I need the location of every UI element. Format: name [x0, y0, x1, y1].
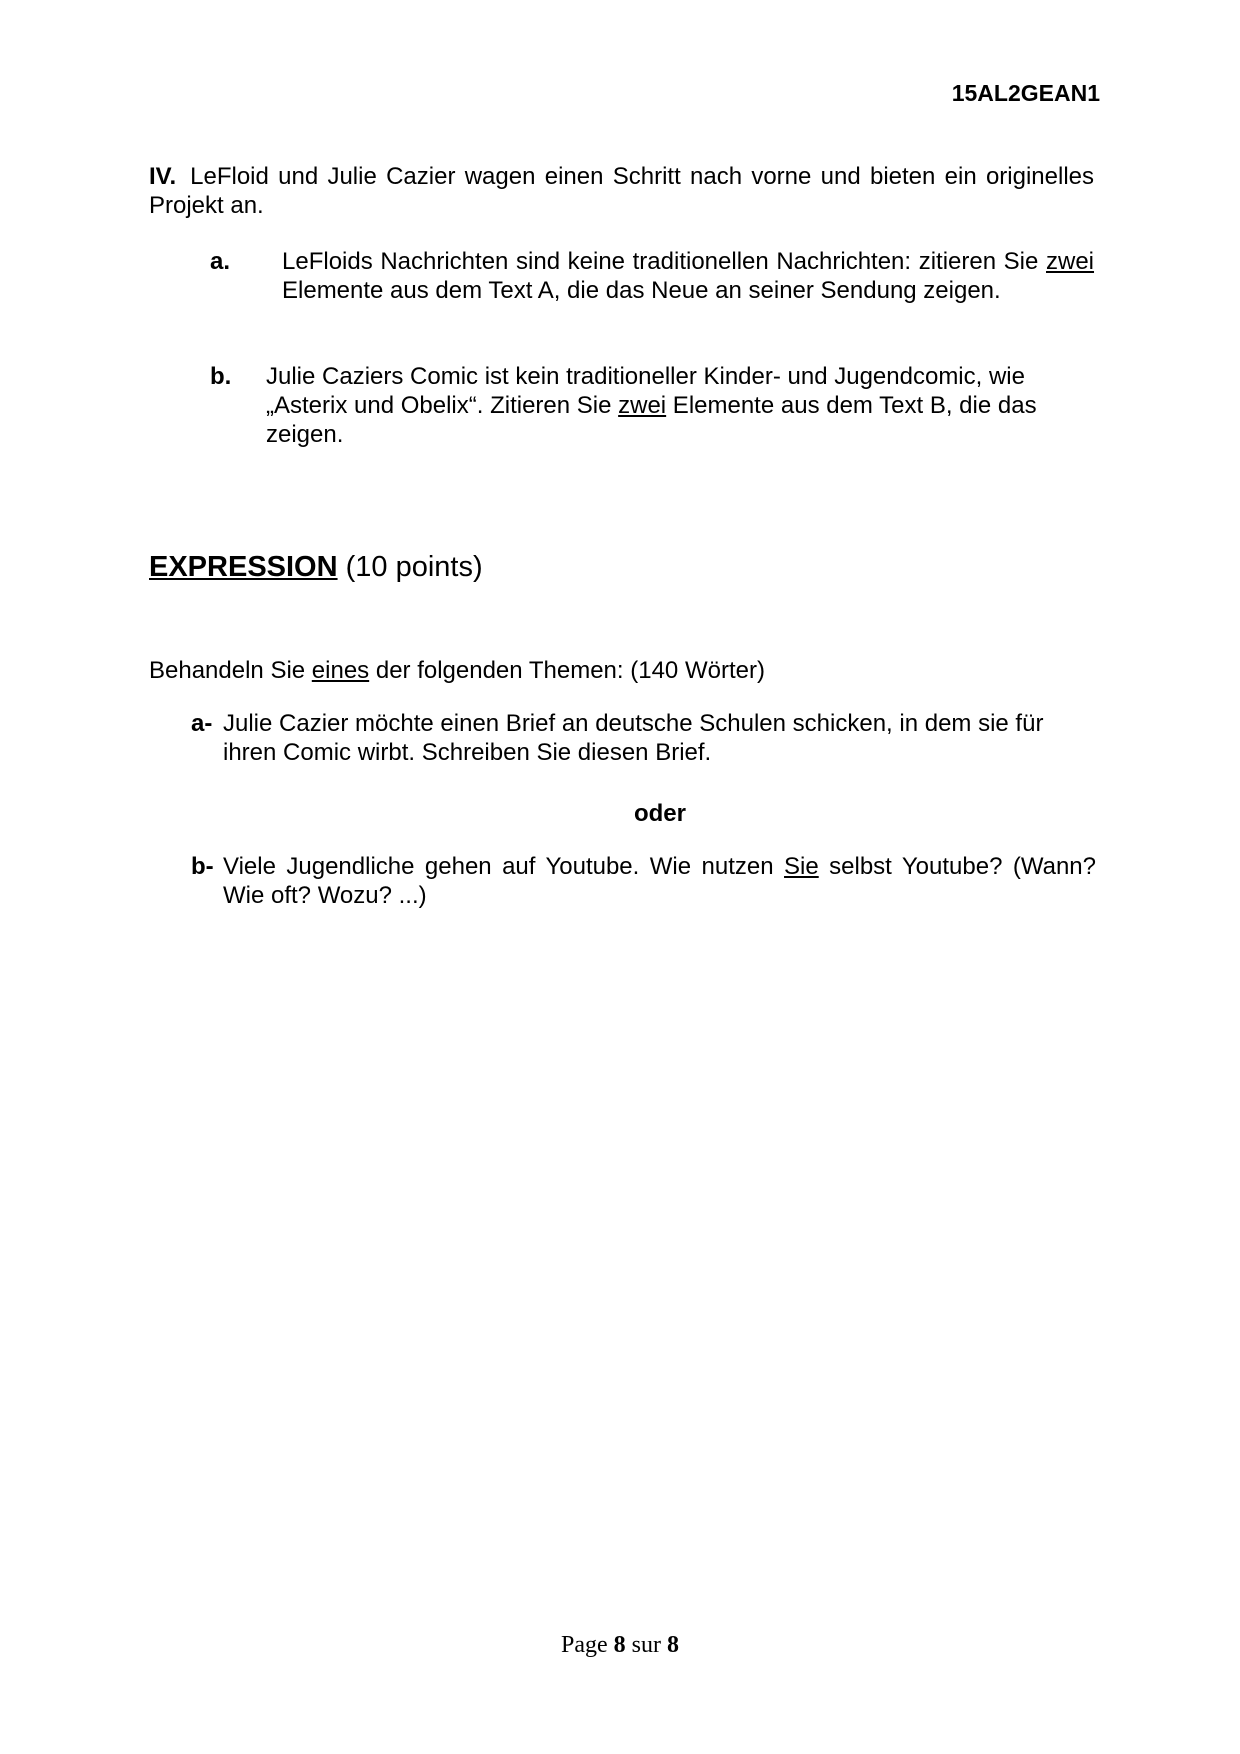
expression-intro [149, 657, 765, 685]
sur-word: sur [631, 1632, 661, 1658]
or-separator: oder [633, 800, 686, 827]
total-pages: 8 [667, 1632, 679, 1658]
intro-text-part: Behandeln Sie [149, 657, 312, 684]
topic-text: Julie Cazier möchte einen Brief an deutsche Schulen schicken, in dem sie für ihren Comic wirbt. Schreiben Sie diesen Brief. [223, 710, 1044, 766]
item-text [282, 247, 1094, 305]
topic-text [223, 852, 1096, 910]
exam-code: 15AL2GEAN1 [951, 80, 1100, 106]
section-title: EXPRESSION [149, 551, 338, 583]
item-text-part: Elemente aus dem Text B, die das zeigen. [266, 392, 1037, 448]
underlined-word: zwei [1046, 248, 1095, 275]
item-text-part: Elemente aus dem Text A, die das Neue an seiner Sendung zeigen. [282, 277, 1001, 304]
topic-text-part: selbst Youtube? (Wann? Wie oft? Wozu? ...) [223, 853, 1096, 909]
question-number: IV. [149, 163, 177, 190]
page-footer [0, 1632, 1240, 1659]
expression-heading [149, 551, 483, 584]
question-text: LeFloid und Julie Cazier wagen einen Schritt nach vorne und bieten ein originelles Projekt an. [149, 163, 1094, 219]
current-page-number: 8 [613, 1632, 626, 1658]
question-4 [149, 162, 1094, 220]
topic-text-part: Viele Jugendliche gehen auf Youtube. Wie nutzen [223, 853, 785, 880]
page-word: Page [561, 1632, 608, 1658]
item-text-part: LeFloids Nachrichten sind keine traditionellen Nachrichten: zitieren Sie [282, 248, 1039, 275]
underlined-word: zwei [618, 392, 667, 419]
intro-text-part: der folgenden Themen: (140 Wörter) [369, 657, 765, 684]
item-letter: a. [210, 248, 231, 275]
item-text-part: Julie Caziers Comic ist kein traditioneller Kinder- und Jugendcomic, wie „Asterix und Obelix“. Zitieren Sie [266, 363, 1025, 419]
item-letter: b. [210, 363, 232, 390]
topic-letter: b- [191, 853, 214, 880]
item-text [266, 362, 1086, 449]
underlined-word: eines [311, 657, 370, 684]
section-points: (10 points) [337, 551, 483, 583]
topic-letter: a- [191, 710, 213, 737]
underlined-word: Sie [784, 853, 819, 880]
